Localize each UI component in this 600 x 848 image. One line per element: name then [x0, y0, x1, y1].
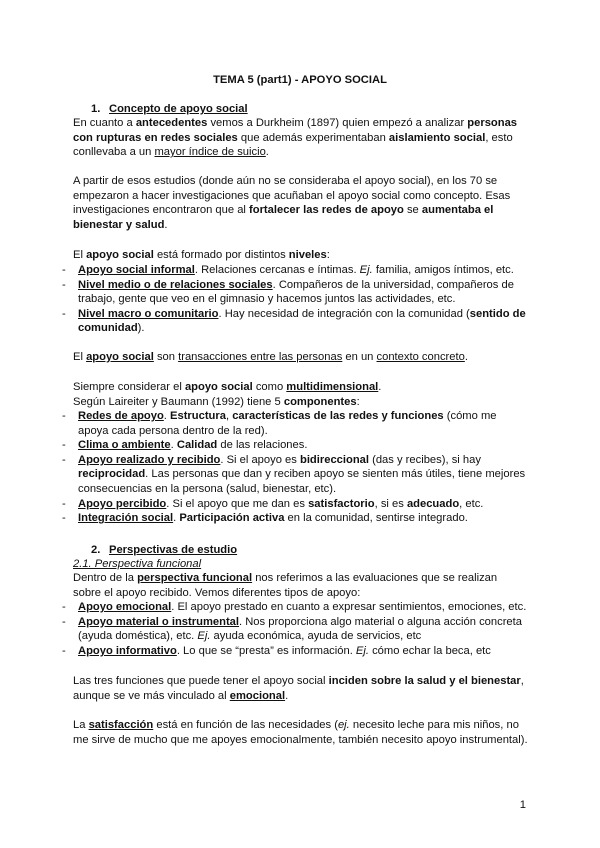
- text: . Si el apoyo que me dan es: [166, 497, 309, 510]
- text: son: [153, 351, 179, 363]
- section-1-number: 1.: [91, 103, 101, 115]
- list-item: [59, 278, 528, 307]
- bold-text: componentes: [283, 395, 357, 408]
- bold-text: apoyo social: [86, 249, 154, 261]
- item-label: Apoyo percibido: [78, 497, 167, 510]
- bold-text: personas con rupturas en redes sociales: [73, 117, 518, 144]
- bold-underlined-text: perspectiva funcional: [137, 572, 253, 584]
- italic-text: Ej.: [355, 644, 369, 657]
- section-2-title: Perspectivas de estudio: [109, 544, 238, 556]
- text: .: [163, 410, 171, 422]
- text: ,: [225, 410, 233, 422]
- section-1-title: Concepto de apoyo social: [109, 103, 248, 115]
- item-label: Apoyo informativo: [78, 644, 177, 657]
- bold-text: sentido de comunidad: [78, 307, 526, 335]
- text: está formado por distintos: [153, 249, 289, 261]
- text: se: [403, 204, 422, 217]
- list-item: [59, 600, 528, 615]
- text: , si es: [374, 497, 407, 510]
- bold-text: niveles: [288, 249, 327, 261]
- paragraph-tres-funciones: [73, 674, 528, 703]
- item-label: Clima o ambiente: [78, 439, 171, 452]
- item-label: Nivel macro o comunitario: [78, 307, 219, 320]
- list-item: [59, 615, 528, 644]
- list-item: [59, 511, 528, 526]
- item-label: Integración social: [78, 512, 174, 525]
- text: . Hay necesidad de integración con la comunidad (: [218, 307, 470, 320]
- text: . Si el apoyo es: [220, 453, 300, 466]
- section-1-heading: [91, 102, 248, 117]
- text: necesito leche para mis niños, no me sirve de mucho que me apoyes emocionalmente, también necesito apoyo instrumental).: [73, 719, 528, 746]
- list-item: [59, 409, 528, 438]
- paragraph-transacciones: [73, 350, 528, 365]
- bold-text: apoyo social: [184, 381, 253, 393]
- list-item: [59, 644, 528, 659]
- text: A partir de esos estudios (donde aún no se consideraba el apoyo social), en los 70 se empezaron a hacer investigaciones que acuñaban el apoyo social como concepto. Esas investigaciones encontraron que al: [73, 175, 511, 217]
- bold-underlined-text: satisfacción: [88, 719, 154, 731]
- item-label: Apoyo realizado y recibido: [78, 453, 221, 466]
- bold-text: Estructura: [170, 410, 226, 422]
- text: , etc.: [459, 497, 484, 510]
- paragraph-satisfaccion: [73, 718, 528, 747]
- text: Según Laireiter y Baumann (1992) tiene 5: [73, 395, 284, 408]
- componentes-list: [59, 409, 528, 526]
- text: (cómo me apoya cada persona dentro de la red).: [78, 410, 497, 437]
- bold-text: inciden sobre la salud y el bienestar: [328, 675, 521, 687]
- item-label: Apoyo material o instrumental: [78, 615, 240, 628]
- text: Dentro de la: [73, 572, 138, 584]
- text: .: [173, 512, 180, 525]
- list-item: [59, 307, 528, 336]
- text: . Nos proporciona algo material o alguna acción concreta (ayuda doméstica), etc.: [78, 615, 522, 643]
- tipos-list: [59, 600, 528, 658]
- text: Siempre considerar el: [73, 381, 185, 393]
- bold-underlined-text: apoyo social: [86, 351, 154, 363]
- paragraph-niveles-intro: [73, 248, 528, 263]
- text: . El apoyo prestado en cuanto a expresar sentimientos, emociones, etc.: [171, 601, 527, 613]
- text: :: [356, 395, 360, 408]
- italic-text: ej.: [337, 719, 350, 731]
- text: ).: [137, 322, 145, 335]
- bold-text: bidireccional: [299, 453, 369, 466]
- paragraph-estudios: [73, 174, 528, 232]
- section-2-heading: [91, 543, 237, 558]
- text: .: [464, 351, 468, 363]
- text: , esto conllevaba a un: [73, 131, 513, 159]
- list-item: [59, 497, 528, 512]
- text: El: [73, 351, 87, 363]
- bold-text: características de las redes y funciones: [232, 410, 444, 422]
- item-label: Apoyo social informal: [78, 264, 195, 276]
- text: en un: [342, 351, 377, 363]
- italic-text: Ej.: [197, 630, 211, 643]
- text: que además experimentaban: [237, 131, 389, 144]
- text: . Compañeros de la universidad, compañeros de trabajo, gente que veo en el gimnasio y hacemos juntos las actividades, etc.: [78, 278, 514, 306]
- text: familia, amigos íntimos, etc.: [372, 264, 514, 276]
- text: Las tres funciones que puede tener el apoyo social: [73, 675, 329, 687]
- bold-text: aumentaba el bienestar y salud: [73, 204, 494, 231]
- text: (das y recibes), si hay: [369, 453, 481, 466]
- item-label: Apoyo emocional: [78, 601, 172, 613]
- bold-text: reciprocidad: [78, 468, 146, 481]
- list-item: [59, 438, 528, 453]
- text: .: [164, 218, 168, 231]
- text: . Las personas que dan y reciben apoyo se sienten más útiles, tiene mejores consecuencias en la persona (salud, bienestar, etc).: [78, 468, 526, 495]
- bold-underlined-text: emocional: [229, 689, 286, 702]
- text: .: [378, 381, 382, 393]
- text: de las relaciones.: [217, 439, 308, 452]
- page-number: 1: [519, 799, 526, 811]
- text: :: [326, 249, 330, 261]
- bold-text: Participación activa: [179, 512, 285, 525]
- text: En cuanto a: [73, 117, 136, 129]
- text: cómo echar la beca, etc: [368, 644, 491, 657]
- bold-underlined-text: multidimensional: [286, 381, 379, 393]
- item-label: Nivel medio o de relaciones sociales: [78, 278, 273, 291]
- text: , aunque se ve más vinculado al: [73, 675, 524, 702]
- text: nos referimos a las evaluaciones que se realizan sobre el apoyo recibido. Vemos diferentes tipos de apoyo:: [73, 572, 498, 599]
- bold-text: satisfactorio: [308, 497, 375, 510]
- niveles-list: [59, 263, 528, 336]
- text: .: [285, 689, 289, 702]
- subsection-title: 2.1. Perspectiva funcional: [73, 558, 202, 570]
- paragraph-funcional: [73, 571, 528, 600]
- text: .: [265, 146, 269, 159]
- item-label: Redes de apoyo: [78, 410, 164, 422]
- text: .: [170, 439, 177, 452]
- text: en la comunidad, sentirse integrado.: [284, 512, 468, 525]
- bold-text: Calidad: [176, 439, 218, 452]
- underlined-text: mayor índice de suicio: [154, 146, 266, 159]
- page-title: TEMA 5 (part1) - APOYO SOCIAL: [213, 74, 387, 86]
- bold-text: antecedentes: [135, 117, 208, 129]
- bold-text: fortalecer las redes de apoyo: [249, 204, 404, 217]
- bold-text: aislamiento social: [388, 131, 486, 144]
- italic-text: Ej.: [359, 264, 373, 276]
- text: vemos a Durkheim (1897) quien empezó a analizar: [207, 117, 468, 129]
- text: ayuda económica, ayuda de servicios, etc: [210, 630, 422, 643]
- paragraph-antecedentes: [73, 116, 528, 160]
- underlined-text: contexto concreto: [376, 351, 465, 363]
- text: está en función de las necesidades (: [153, 719, 338, 731]
- text: como: [252, 381, 287, 393]
- section-2-number: 2.: [91, 544, 101, 556]
- text: . Relaciones cercanas e íntimas.: [194, 264, 360, 276]
- paragraph-multidimensional: [73, 380, 528, 409]
- underlined-text: transacciones entre las personas: [178, 351, 343, 363]
- bold-text: adecuado: [406, 497, 460, 510]
- list-item: [59, 453, 528, 497]
- text: La: [73, 719, 89, 731]
- text: . Lo que se “presta” es información.: [176, 644, 356, 657]
- list-item: [59, 263, 528, 278]
- text: El: [73, 249, 87, 261]
